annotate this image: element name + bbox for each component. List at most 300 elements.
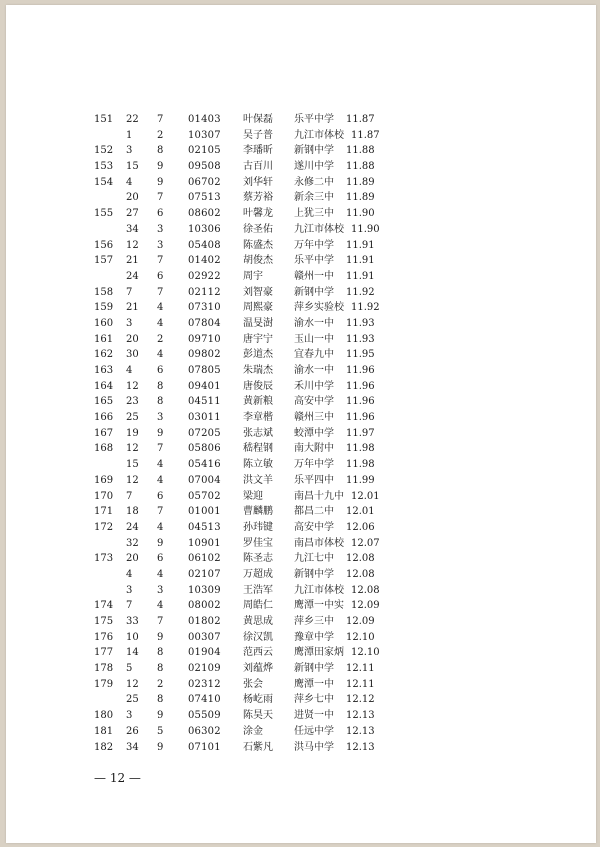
- rank-cell: 177: [94, 647, 114, 659]
- group-cell: 24: [126, 270, 139, 282]
- time-cell: 12.10: [346, 631, 375, 643]
- time-cell: 11.92: [346, 286, 375, 298]
- lane-cell: 4: [157, 459, 164, 471]
- school-cell: 萍乡七中: [294, 694, 334, 706]
- school-cell: 萍乡三中: [294, 616, 334, 627]
- athlete-id-cell: 06302: [188, 725, 221, 737]
- school-cell: 南大附中: [294, 443, 334, 455]
- school-cell: 万年中学: [294, 239, 334, 251]
- school-cell: 鹰潭一中: [294, 678, 334, 690]
- school-cell: 鹰潭田家炳: [294, 647, 344, 659]
- table-row: [6, 441, 596, 457]
- rank-cell: 152: [94, 145, 114, 157]
- school-cell: 都昌二中: [294, 506, 334, 518]
- rank-cell: 172: [94, 521, 114, 533]
- rank-cell: 179: [94, 678, 114, 690]
- athlete-id-cell: 03011: [188, 412, 221, 424]
- table-row: [6, 614, 596, 630]
- rank-cell: 159: [94, 302, 114, 314]
- group-cell: 3: [126, 710, 133, 722]
- lane-cell: 4: [157, 302, 164, 314]
- lane-cell: 9: [157, 427, 164, 439]
- athlete-id-cell: 09508: [188, 161, 221, 173]
- lane-cell: 4: [157, 349, 164, 361]
- athlete-name-cell: 石紫凡: [243, 741, 273, 753]
- group-cell: 30: [126, 349, 139, 361]
- rank-cell: 156: [94, 239, 114, 251]
- rank-cell: 181: [94, 725, 114, 737]
- page-number: — 12 —: [94, 771, 141, 785]
- athlete-id-cell: 02312: [188, 678, 221, 690]
- time-cell: 11.91: [346, 270, 375, 282]
- lane-cell: 2: [157, 333, 164, 345]
- lane-cell: 4: [157, 317, 164, 329]
- school-cell: 渝水一中: [294, 317, 334, 329]
- group-cell: 3: [126, 317, 133, 329]
- athlete-name-cell: 刘华轩: [243, 176, 273, 188]
- athlete-name-cell: 陈立敏: [243, 459, 273, 471]
- school-cell: 九江市体校: [294, 223, 344, 235]
- athlete-name-cell: 黄新粮: [243, 396, 273, 408]
- group-cell: 33: [126, 616, 139, 627]
- rank-cell: 176: [94, 631, 114, 643]
- table-row: [6, 740, 596, 756]
- athlete-id-cell: 02107: [188, 568, 221, 580]
- table-row: [6, 457, 596, 473]
- table-row: [6, 300, 596, 316]
- athlete-name-cell: 王浩军: [243, 584, 273, 596]
- athlete-name-cell: 温旻澍: [243, 317, 273, 329]
- school-cell: 永修二中: [294, 176, 334, 188]
- group-cell: 7: [126, 286, 133, 298]
- table-row: [6, 692, 596, 708]
- athlete-name-cell: 梁迎: [243, 490, 263, 502]
- school-cell: 赣州一中: [294, 270, 334, 282]
- school-cell: 乐平中学: [294, 114, 334, 125]
- rank-cell: 178: [94, 663, 114, 675]
- school-cell: 南昌市体校: [294, 537, 344, 549]
- table-row: [6, 347, 596, 363]
- lane-cell: 6: [157, 270, 164, 282]
- lane-cell: 8: [157, 145, 164, 157]
- rank-cell: 171: [94, 506, 114, 518]
- athlete-id-cell: 05416: [188, 459, 221, 471]
- lane-cell: 3: [157, 412, 164, 424]
- lane-cell: 2: [157, 129, 164, 141]
- school-cell: 九江七中: [294, 553, 334, 565]
- athlete-id-cell: 07805: [188, 365, 221, 376]
- athlete-id-cell: 08602: [188, 208, 221, 220]
- athlete-name-cell: 洪文羊: [243, 474, 273, 486]
- school-cell: 鹰潭一中实: [294, 600, 344, 612]
- lane-cell: 9: [157, 710, 164, 722]
- rank-cell: 155: [94, 208, 114, 220]
- athlete-name-cell: 陈昊天: [243, 710, 273, 722]
- group-cell: 32: [126, 537, 139, 549]
- table-row: [6, 175, 596, 191]
- lane-cell: 9: [157, 176, 164, 188]
- athlete-id-cell: 01802: [188, 616, 221, 627]
- athlete-name-cell: 叶保磊: [243, 114, 273, 125]
- lane-cell: 9: [157, 631, 164, 643]
- athlete-id-cell: 10306: [188, 223, 221, 235]
- table-row: [6, 536, 596, 552]
- table-row: [6, 630, 596, 646]
- athlete-name-cell: 叶馨龙: [243, 208, 273, 220]
- time-cell: 11.90: [346, 208, 375, 220]
- time-cell: 11.98: [346, 459, 375, 471]
- time-cell: 11.93: [346, 317, 375, 329]
- athlete-name-cell: 罗佳宝: [243, 537, 273, 549]
- group-cell: 20: [126, 192, 139, 204]
- athlete-id-cell: 09802: [188, 349, 221, 361]
- athlete-id-cell: 06702: [188, 176, 221, 188]
- group-cell: 12: [126, 380, 139, 392]
- table-row: [6, 394, 596, 410]
- group-cell: 7: [126, 600, 133, 612]
- school-cell: 进贤一中: [294, 710, 334, 722]
- athlete-id-cell: 07410: [188, 694, 221, 706]
- time-cell: 11.91: [346, 239, 375, 251]
- school-cell: 万年中学: [294, 459, 334, 471]
- table-row: [6, 363, 596, 379]
- time-cell: 11.95: [346, 349, 375, 361]
- rank-cell: 173: [94, 553, 114, 565]
- rank-cell: 151: [94, 114, 114, 125]
- table-row: [6, 206, 596, 222]
- time-cell: 12.13: [346, 710, 375, 722]
- table-row: [6, 583, 596, 599]
- athlete-id-cell: 06102: [188, 553, 221, 565]
- table-row: [6, 332, 596, 348]
- rank-cell: 165: [94, 396, 114, 408]
- time-cell: 12.12: [346, 694, 375, 706]
- athlete-id-cell: 01402: [188, 255, 221, 267]
- school-cell: 遂川中学: [294, 161, 334, 173]
- group-cell: 12: [126, 474, 139, 486]
- table-row: [6, 269, 596, 285]
- group-cell: 21: [126, 255, 139, 267]
- table-row: [6, 410, 596, 426]
- lane-cell: 3: [157, 584, 164, 596]
- group-cell: 4: [126, 176, 133, 188]
- lane-cell: 7: [157, 255, 164, 267]
- lane-cell: 7: [157, 443, 164, 455]
- athlete-name-cell: 李璠昕: [243, 145, 273, 157]
- group-cell: 10: [126, 631, 139, 643]
- lane-cell: 3: [157, 223, 164, 235]
- lane-cell: 8: [157, 647, 164, 659]
- group-cell: 4: [126, 568, 133, 580]
- table-row: [6, 159, 596, 175]
- school-cell: 新钢中学: [294, 568, 334, 580]
- group-cell: 12: [126, 443, 139, 455]
- group-cell: 22: [126, 114, 139, 125]
- lane-cell: 4: [157, 521, 164, 533]
- rank-cell: 154: [94, 176, 114, 188]
- group-cell: 3: [126, 145, 133, 157]
- rank-cell: 169: [94, 474, 114, 486]
- athlete-name-cell: 唐俊辰: [243, 380, 273, 392]
- athlete-name-cell: 吴子普: [243, 129, 273, 141]
- athlete-name-cell: 徐汉凯: [243, 631, 273, 643]
- school-cell: 任远中学: [294, 725, 334, 737]
- school-cell: 高安中学: [294, 396, 334, 408]
- athlete-name-cell: 胡俊杰: [243, 255, 273, 267]
- time-cell: 11.91: [346, 255, 375, 267]
- athlete-name-cell: 范西云: [243, 647, 273, 659]
- lane-cell: 9: [157, 537, 164, 549]
- lane-cell: 4: [157, 474, 164, 486]
- athlete-name-cell: 刘蕴烨: [243, 663, 273, 675]
- table-row: [6, 112, 596, 128]
- table-row: [6, 724, 596, 740]
- athlete-id-cell: 07101: [188, 741, 221, 753]
- school-cell: 玉山一中: [294, 333, 334, 345]
- athlete-id-cell: 01403: [188, 114, 221, 125]
- lane-cell: 5: [157, 725, 164, 737]
- athlete-id-cell: 04513: [188, 521, 221, 533]
- rank-cell: 164: [94, 380, 114, 392]
- school-cell: 新钢中学: [294, 663, 334, 675]
- group-cell: 25: [126, 694, 139, 706]
- athlete-name-cell: 周熙豪: [243, 302, 273, 314]
- school-cell: 禾川中学: [294, 380, 334, 392]
- time-cell: 12.13: [346, 725, 375, 737]
- lane-cell: 3: [157, 239, 164, 251]
- table-row: [6, 708, 596, 724]
- athlete-id-cell: 05806: [188, 443, 221, 455]
- time-cell: 12.10: [351, 647, 380, 659]
- rank-cell: 182: [94, 741, 114, 753]
- time-cell: 11.89: [346, 192, 375, 204]
- athlete-name-cell: 孙玮键: [243, 521, 273, 533]
- table-row: [6, 316, 596, 332]
- athlete-name-cell: 周皓仁: [243, 600, 273, 612]
- school-cell: 新钢中学: [294, 145, 334, 157]
- athlete-name-cell: 曹麟鹏: [243, 506, 273, 518]
- time-cell: 11.96: [346, 365, 375, 376]
- lane-cell: 7: [157, 506, 164, 518]
- time-cell: 12.09: [346, 616, 375, 627]
- group-cell: 27: [126, 208, 139, 220]
- lane-cell: 9: [157, 741, 164, 753]
- school-cell: 上犹三中: [294, 208, 334, 220]
- group-cell: 34: [126, 741, 139, 753]
- group-cell: 15: [126, 459, 139, 471]
- time-cell: 12.01: [351, 490, 380, 502]
- lane-cell: 7: [157, 616, 164, 627]
- athlete-id-cell: 10307: [188, 129, 221, 141]
- lane-cell: 7: [157, 286, 164, 298]
- school-cell: 九江市体校: [294, 129, 344, 141]
- lane-cell: 8: [157, 396, 164, 408]
- rank-cell: 166: [94, 412, 114, 424]
- rank-cell: 174: [94, 600, 114, 612]
- athlete-id-cell: 05509: [188, 710, 221, 722]
- results-table: [6, 112, 596, 755]
- lane-cell: 6: [157, 365, 164, 376]
- time-cell: 11.87: [351, 129, 380, 141]
- time-cell: 12.11: [346, 663, 375, 675]
- table-row: [6, 143, 596, 159]
- group-cell: 18: [126, 506, 139, 518]
- group-cell: 23: [126, 396, 139, 408]
- athlete-name-cell: 周宇: [243, 270, 263, 282]
- lane-cell: 4: [157, 600, 164, 612]
- group-cell: 7: [126, 490, 133, 502]
- table-row: [6, 520, 596, 536]
- group-cell: 3: [126, 584, 133, 596]
- athlete-name-cell: 陈圣志: [243, 553, 273, 565]
- group-cell: 15: [126, 161, 139, 173]
- table-row: [6, 489, 596, 505]
- athlete-id-cell: 01904: [188, 647, 221, 659]
- athlete-id-cell: 02112: [188, 286, 221, 298]
- group-cell: 24: [126, 521, 139, 533]
- group-cell: 12: [126, 678, 139, 690]
- rank-cell: 170: [94, 490, 114, 502]
- table-row: [6, 253, 596, 269]
- time-cell: 11.97: [346, 427, 375, 439]
- table-row: [6, 222, 596, 238]
- lane-cell: 7: [157, 192, 164, 204]
- athlete-id-cell: 07004: [188, 474, 221, 486]
- lane-cell: 8: [157, 694, 164, 706]
- athlete-name-cell: 张会: [243, 678, 263, 690]
- lane-cell: 7: [157, 114, 164, 125]
- rank-cell: 162: [94, 349, 114, 361]
- table-row: [6, 426, 596, 442]
- rank-cell: 175: [94, 616, 114, 627]
- athlete-id-cell: 07310: [188, 302, 221, 314]
- time-cell: 11.98: [346, 443, 375, 455]
- school-cell: 乐平中学: [294, 255, 334, 267]
- group-cell: 4: [126, 365, 133, 376]
- table-row: [6, 567, 596, 583]
- table-row: [6, 551, 596, 567]
- group-cell: 21: [126, 302, 139, 314]
- rank-cell: 180: [94, 710, 114, 722]
- athlete-id-cell: 05408: [188, 239, 221, 251]
- time-cell: 12.01: [346, 506, 375, 518]
- table-row: [6, 379, 596, 395]
- school-cell: 渝水一中: [294, 365, 334, 376]
- athlete-name-cell: 万超成: [243, 568, 273, 580]
- time-cell: 12.09: [351, 600, 380, 612]
- time-cell: 11.96: [346, 380, 375, 392]
- rank-cell: 161: [94, 333, 114, 345]
- time-cell: 12.13: [346, 741, 375, 753]
- time-cell: 11.96: [346, 396, 375, 408]
- athlete-name-cell: 李章楷: [243, 412, 273, 424]
- table-row: [6, 190, 596, 206]
- rank-cell: 167: [94, 427, 114, 439]
- time-cell: 11.90: [351, 223, 380, 235]
- athlete-name-cell: 杨屹雨: [243, 694, 273, 706]
- table-row: [6, 285, 596, 301]
- school-cell: 新余三中: [294, 192, 334, 204]
- table-row: [6, 504, 596, 520]
- table-row: [6, 128, 596, 144]
- time-cell: 11.92: [351, 302, 380, 314]
- school-cell: 新钢中学: [294, 286, 334, 298]
- athlete-id-cell: 09401: [188, 380, 221, 392]
- lane-cell: 9: [157, 161, 164, 173]
- athlete-name-cell: 唐宇宁: [243, 333, 273, 345]
- athlete-id-cell: 00307: [188, 631, 221, 643]
- group-cell: 25: [126, 412, 139, 424]
- school-cell: 赣州三中: [294, 412, 334, 424]
- school-cell: 蛟潭中学: [294, 427, 334, 439]
- school-cell: 宜春九中: [294, 349, 334, 361]
- group-cell: 12: [126, 239, 139, 251]
- athlete-id-cell: 09710: [188, 333, 221, 345]
- lane-cell: 4: [157, 568, 164, 580]
- lane-cell: 8: [157, 663, 164, 675]
- group-cell: 14: [126, 647, 139, 659]
- school-cell: 洪马中学: [294, 741, 334, 753]
- table-row: [6, 645, 596, 661]
- athlete-name-cell: 陈盛杰: [243, 239, 273, 251]
- athlete-id-cell: 05702: [188, 490, 221, 502]
- table-row: [6, 661, 596, 677]
- athlete-name-cell: 古百川: [243, 161, 273, 173]
- school-cell: 乐平四中: [294, 474, 334, 486]
- athlete-name-cell: 徐圣佑: [243, 223, 273, 235]
- lane-cell: 2: [157, 678, 164, 690]
- lane-cell: 6: [157, 553, 164, 565]
- athlete-name-cell: 刘智豪: [243, 286, 273, 298]
- athlete-name-cell: 朱瑞杰: [243, 365, 273, 376]
- athlete-id-cell: 02109: [188, 663, 221, 675]
- time-cell: 12.07: [351, 537, 380, 549]
- time-cell: 12.11: [346, 678, 375, 690]
- school-cell: 豫章中学: [294, 631, 334, 643]
- rank-cell: 153: [94, 161, 114, 173]
- time-cell: 11.88: [346, 145, 375, 157]
- group-cell: 26: [126, 725, 139, 737]
- lane-cell: 6: [157, 490, 164, 502]
- athlete-id-cell: 08002: [188, 600, 221, 612]
- time-cell: 12.08: [346, 568, 375, 580]
- group-cell: 20: [126, 553, 139, 565]
- rank-cell: 157: [94, 255, 114, 267]
- rank-cell: 158: [94, 286, 114, 298]
- time-cell: 11.87: [346, 114, 375, 125]
- group-cell: 34: [126, 223, 139, 235]
- lane-cell: 6: [157, 208, 164, 220]
- time-cell: 11.88: [346, 161, 375, 173]
- document-page: [6, 5, 596, 843]
- lane-cell: 8: [157, 380, 164, 392]
- athlete-name-cell: 蔡芳裕: [243, 192, 273, 204]
- time-cell: 12.06: [346, 521, 375, 533]
- group-cell: 1: [126, 129, 133, 141]
- table-row: [6, 473, 596, 489]
- athlete-id-cell: 02105: [188, 145, 221, 157]
- time-cell: 11.96: [346, 412, 375, 424]
- athlete-name-cell: 张志斌: [243, 427, 273, 439]
- time-cell: 12.08: [346, 553, 375, 565]
- rank-cell: 168: [94, 443, 114, 455]
- athlete-id-cell: 07513: [188, 192, 221, 204]
- time-cell: 12.08: [351, 584, 380, 596]
- school-cell: 萍乡实验校: [294, 302, 344, 314]
- athlete-id-cell: 02922: [188, 270, 221, 282]
- table-row: [6, 677, 596, 693]
- time-cell: 11.89: [346, 176, 375, 188]
